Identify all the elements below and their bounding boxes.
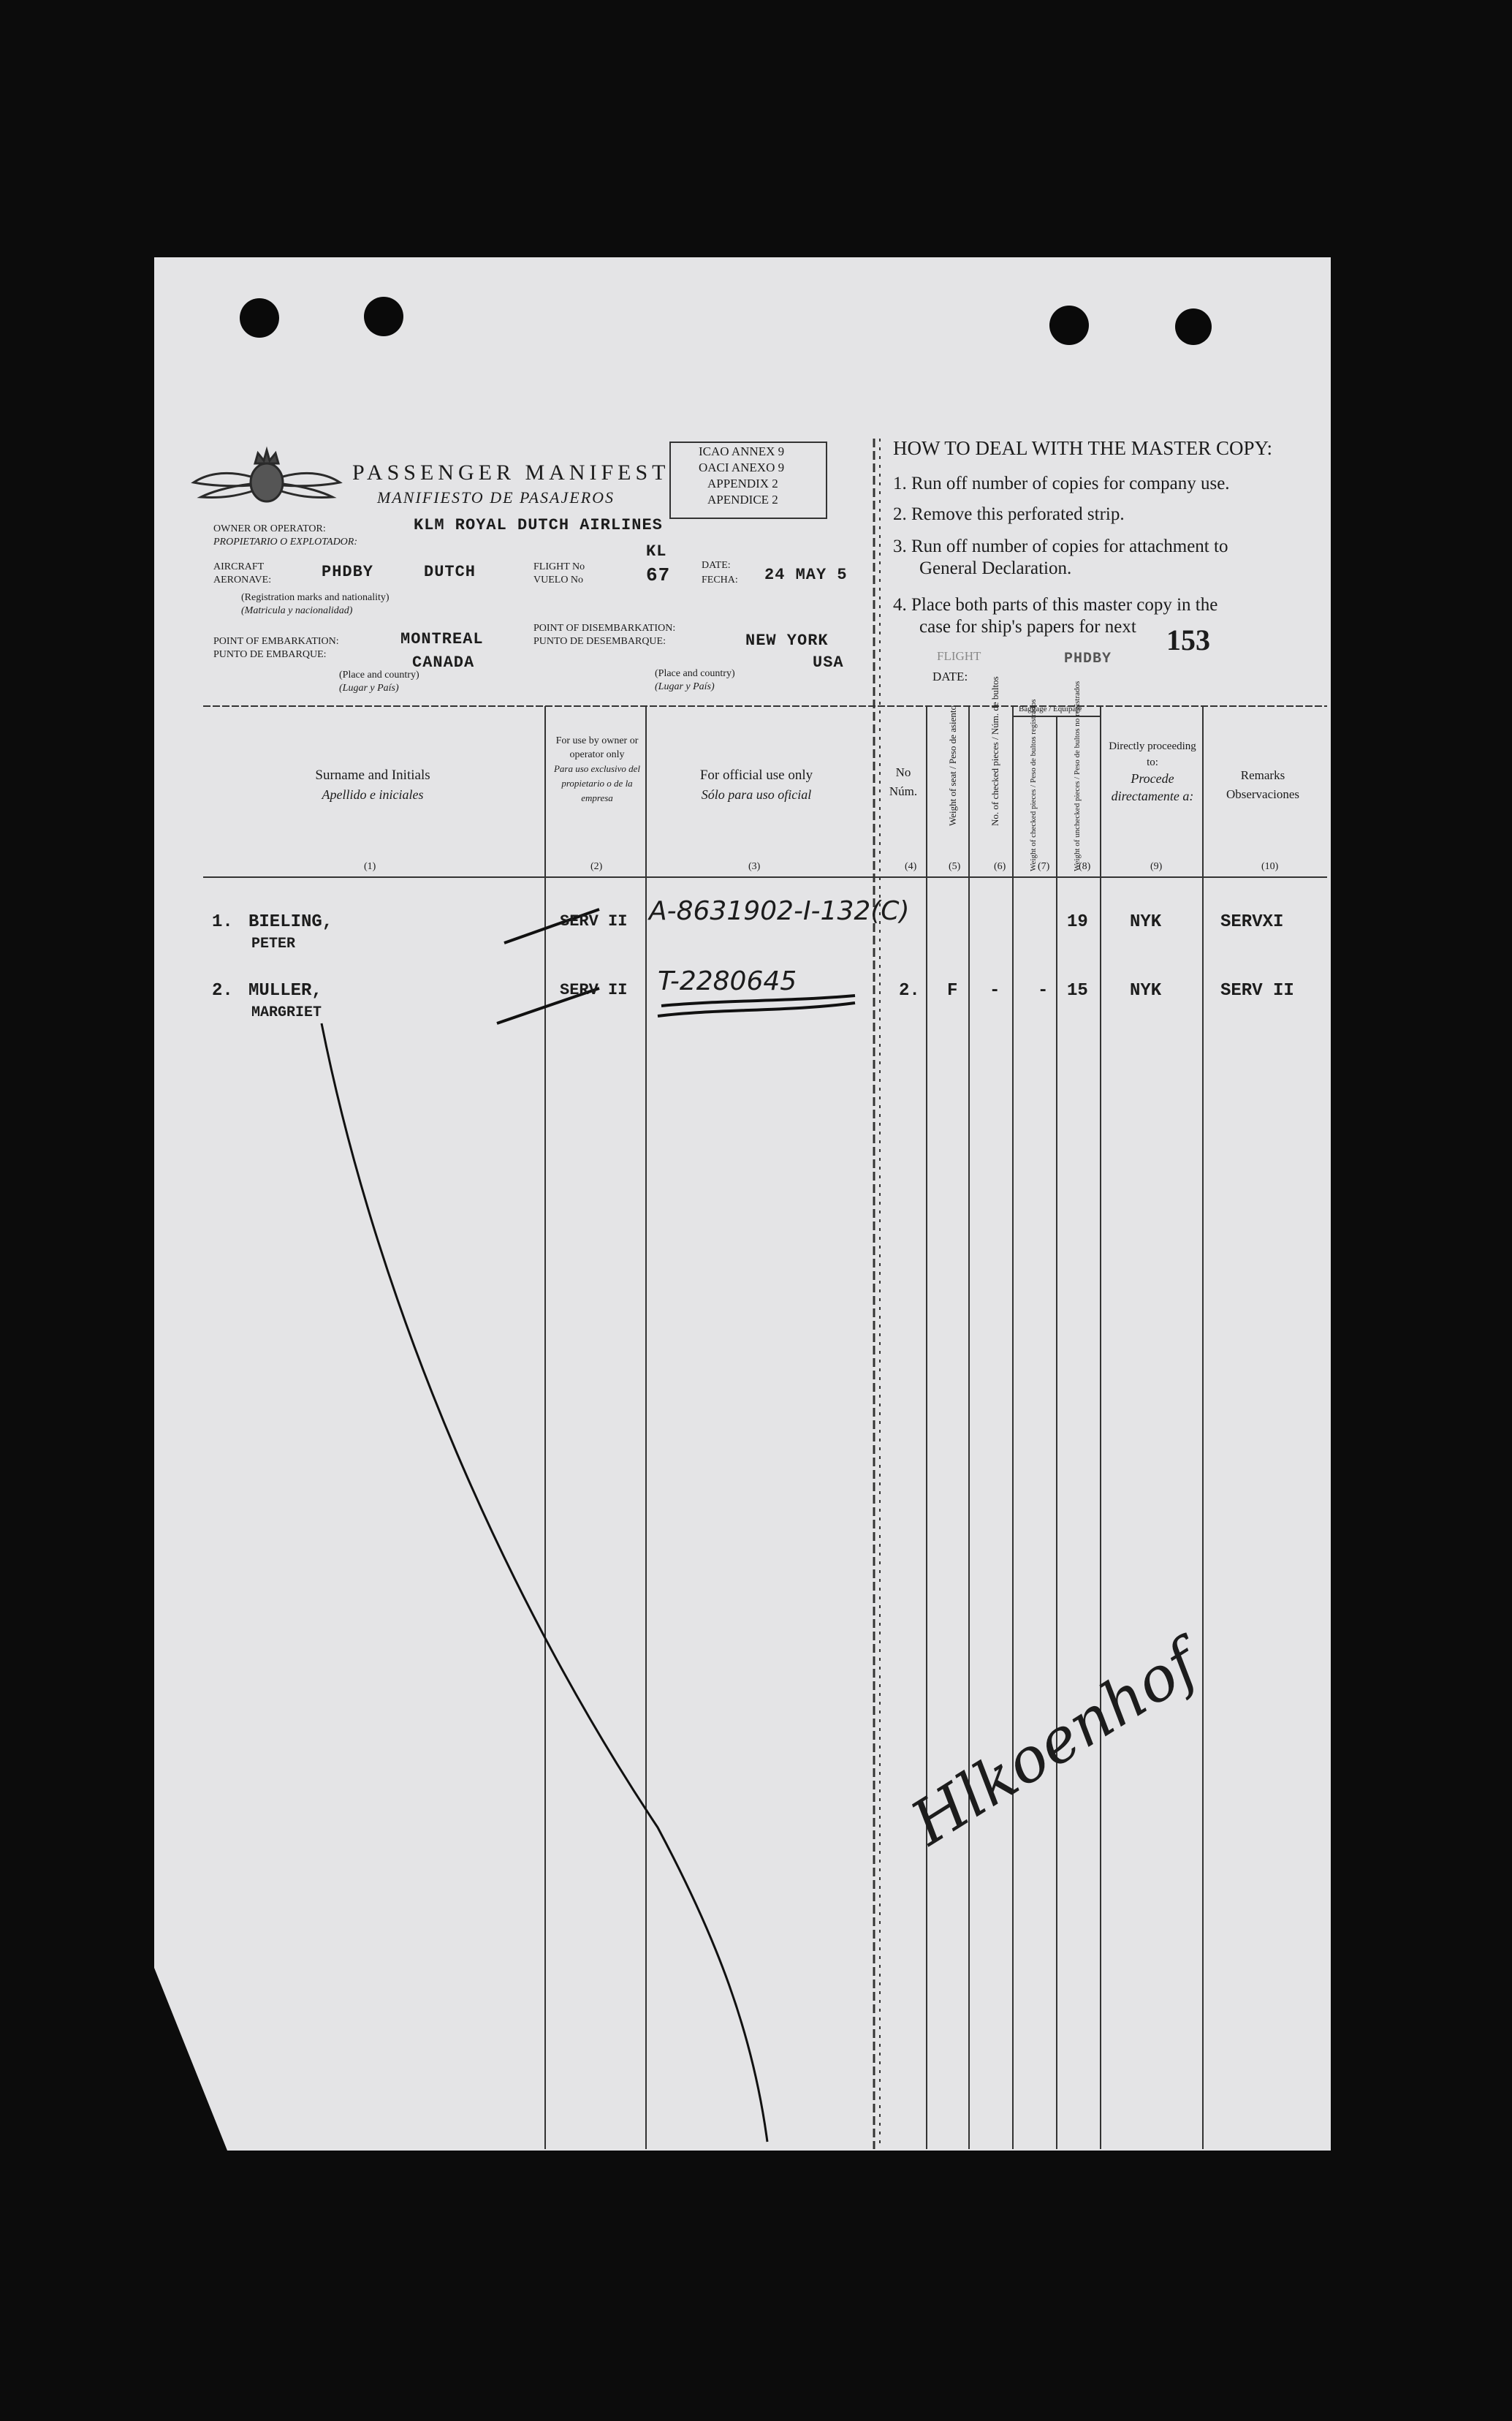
col-surname-en: Surname and Initials	[315, 768, 430, 783]
col-official-es: Sólo para uso oficial	[701, 787, 812, 802]
col-remarks-header	[1204, 766, 1321, 804]
col-number: (10)	[1261, 861, 1279, 872]
col-official-header	[658, 766, 855, 805]
instruction-item: 4. Place both parts of this master copy in the	[893, 595, 1218, 615]
instructions-heading: HOW TO DEAL WITH THE MASTER COPY:	[893, 437, 1273, 459]
col-number: (9)	[1150, 861, 1163, 872]
aircraft-note-es: (Matricula y nacionalidad)	[241, 605, 353, 616]
passenger-owner-code: SERV II	[560, 981, 628, 999]
date-value: 24 MAY 5	[764, 566, 848, 584]
col-number: (1)	[364, 861, 376, 872]
embarkation-note-en: (Place and country)	[339, 670, 419, 681]
instruction-item: case for ship's papers for next	[919, 617, 1136, 637]
punch-hole	[240, 298, 279, 338]
aircraft-label-es: AERONAVE:	[213, 575, 272, 586]
passenger-owner-code: SERV II	[560, 912, 628, 931]
col-no-header	[877, 763, 930, 801]
icao-annex-line: APPENDIX 2	[707, 477, 778, 490]
passenger-given-name: PETER	[251, 936, 296, 952]
col-destination-header	[1105, 738, 1200, 806]
date-label-en: DATE:	[702, 560, 731, 571]
flight-prefix: KL	[646, 542, 667, 561]
passenger-remarks: SERV II	[1220, 981, 1294, 1001]
aircraft-label-en: AIRCRAFT	[213, 561, 265, 572]
col-number: (3)	[748, 861, 761, 872]
flight-number: 67	[646, 564, 671, 586]
owner-label-es: PROPIETARIO O EXPLOTADOR:	[213, 537, 357, 548]
col-owner-use-en: For use by owner or operator only	[555, 735, 639, 760]
passenger-surname: BIELING,	[248, 912, 333, 932]
embarkation-country: CANADA	[412, 653, 475, 672]
col-number: (2)	[590, 861, 603, 872]
passenger-no: 2.	[899, 981, 920, 1001]
col-number: (4)	[905, 861, 917, 872]
col-owner-use-es: Para uso exclusivo del propietario o de la empresa	[553, 763, 641, 803]
strip-date-label: DATE:	[932, 670, 968, 683]
col-no-en: No	[895, 765, 911, 779]
col-number: (8)	[1079, 861, 1091, 872]
date-label-es: FECHA:	[702, 575, 738, 586]
flight-label-en: FLIGHT No	[533, 561, 585, 572]
embarkation-city: MONTREAL	[400, 630, 484, 648]
owner-label-en: OWNER OR OPERATOR:	[213, 523, 326, 534]
col-number: (5)	[949, 861, 961, 872]
punch-hole	[1175, 308, 1212, 345]
passenger-checked-weight: -	[1038, 981, 1049, 1001]
col-destination-en: Directly proceeding to:	[1109, 740, 1196, 768]
instruction-item: 3. Run off number of copies for attachment to	[893, 537, 1228, 556]
col-destination-es: Procede directamente a:	[1111, 771, 1194, 803]
disembarkation-city: NEW YORK	[745, 632, 829, 650]
disembarkation-note-en: (Place and country)	[655, 668, 735, 679]
passenger-destination: NYK	[1130, 981, 1162, 1001]
icao-annex-line: OACI ANEXO 9	[699, 461, 785, 474]
disembarkation-label-es: PUNTO DE DESEMBARQUE:	[533, 636, 666, 647]
icao-annex-line: ICAO ANNEX 9	[699, 444, 785, 458]
passenger-destination: NYK	[1130, 912, 1162, 932]
owner-value: KLM ROYAL DUTCH AIRLINES	[414, 516, 663, 534]
embarkation-label-es: PUNTO DE EMBARQUE:	[213, 649, 327, 660]
passenger-weight: 19	[1067, 912, 1088, 932]
passenger-official-number: T-2280645	[658, 966, 797, 996]
punch-hole	[364, 297, 403, 336]
col-checked-weight-header: Weight of checked pieces / Peso de bultos registrados	[1029, 699, 1038, 871]
passenger-number: 1.	[212, 912, 233, 932]
embarkation-label-en: POINT OF EMBARKATION:	[213, 636, 339, 647]
passenger-number: 2.	[212, 981, 233, 1001]
col-number: (7)	[1038, 861, 1050, 872]
aircraft-registration: PHDBY	[322, 563, 374, 581]
col-pieces-header: No. of checked pieces / Núm. de bultos	[989, 676, 1000, 826]
col-unchecked-weight-header: Weight of unchecked pieces / Peso de bultos no registrados	[1073, 681, 1082, 871]
strip-flight-value: PHDBY	[1064, 651, 1112, 667]
col-official-en: For official use only	[699, 768, 813, 783]
signature: Hlkoenhof	[899, 1627, 1211, 1860]
icao-annex-line: APENDICE 2	[707, 493, 778, 507]
aircraft-nationality: DUTCH	[424, 563, 476, 581]
passenger-surname: MULLER,	[248, 981, 322, 1001]
page-subtitle: MANIFIESTO DE PASAJEROS	[377, 488, 615, 507]
col-no-es: Núm.	[889, 784, 918, 798]
page-number: 153	[1166, 624, 1210, 656]
col-surname-header	[278, 766, 468, 805]
col-remarks-es: Observaciones	[1226, 787, 1300, 801]
passenger-weight: 15	[1067, 981, 1088, 1001]
col-remarks-en: Remarks	[1240, 768, 1285, 782]
baggage-header: Baggage / Equipaje	[1019, 705, 1082, 713]
passenger-official-number: A-8631902-I-132(C)	[649, 896, 910, 926]
strip-flight-label: FLIGHT	[937, 649, 981, 663]
col-surname-es: Apellido e iniciales	[322, 787, 424, 802]
col-number: (6)	[994, 861, 1006, 872]
flight-label-es: VUELO No	[533, 575, 584, 586]
passenger-given-name: MARGRIET	[251, 1004, 322, 1021]
instruction-item: General Declaration.	[919, 558, 1072, 578]
disembarkation-note-es: (Lugar y País)	[655, 681, 715, 692]
passenger-seat: F	[947, 981, 958, 1001]
col-owner-use-header	[550, 734, 645, 806]
instruction-item: 1. Run off number of copies for company use.	[893, 474, 1230, 493]
page-title: PASSENGER MANIFEST	[352, 461, 670, 485]
disembarkation-country: USA	[813, 653, 844, 672]
instruction-item: 2. Remove this perforated strip.	[893, 504, 1125, 524]
passenger-pieces: -	[989, 981, 1000, 1001]
disembarkation-label-en: POINT OF DISEMBARKATION:	[533, 623, 676, 634]
aircraft-note-en: (Registration marks and nationality)	[241, 592, 390, 603]
passenger-remarks: SERVXI	[1220, 912, 1284, 932]
embarkation-note-es: (Lugar y País)	[339, 683, 399, 694]
punch-hole	[1049, 306, 1089, 345]
col-seat-header: Weight of seat / Peso de asiento	[947, 705, 958, 826]
